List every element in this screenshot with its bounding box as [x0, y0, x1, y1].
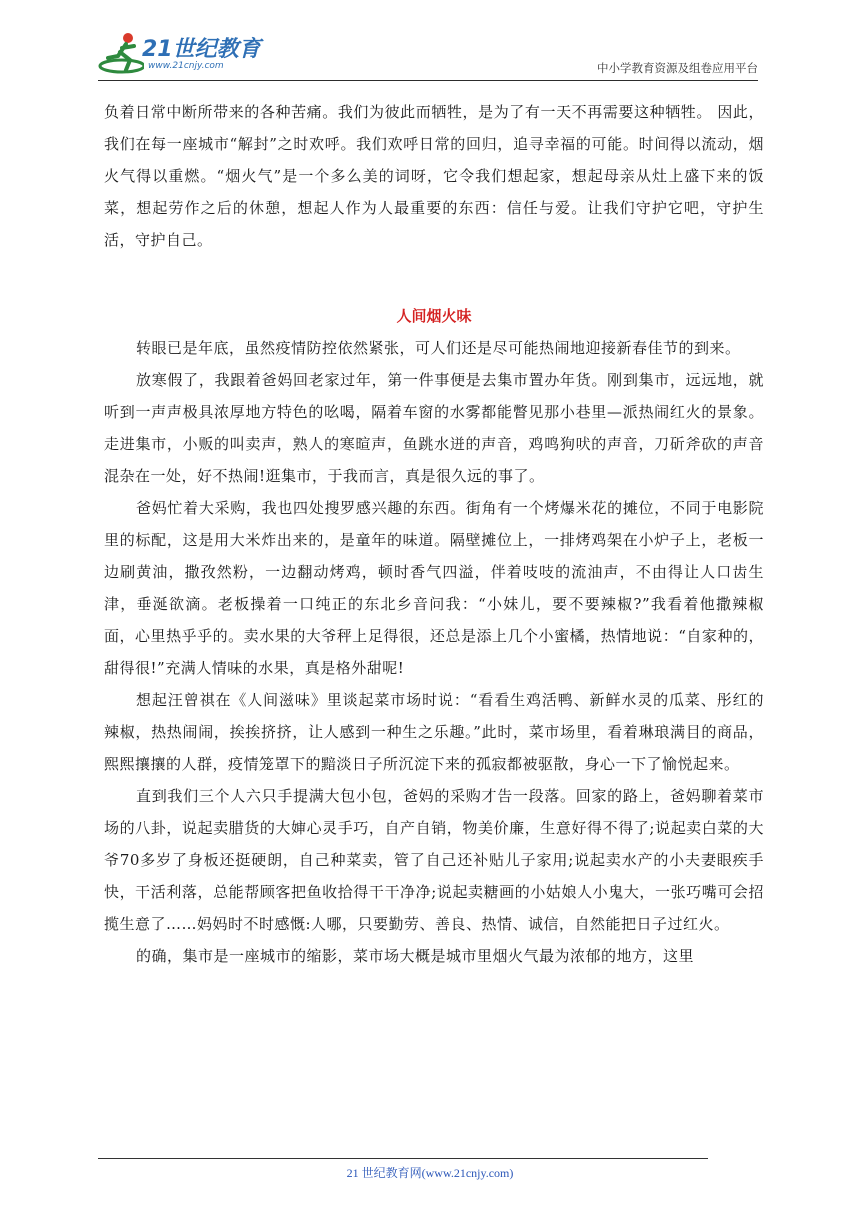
- paragraph: 爸妈忙着大采购，我也四处搜罗感兴趣的东西。街角有一个烤爆米花的摊位，不同于电影院里的标配，这是用大米炸出来的，是童年的味道。隔壁摊位上，一排烤鸡架在小炉子上，老板一边刷黄油，撒孜然粉，一边翻动烤鸡，顿时香气四溢，伴着吱吱的流油声，不由得让人口齿生津，垂涎欲滴。老板操着一口纯正的东北乡音问我：“小妹儿，要不要辣椒?”我看着他撒辣椒面，心里热乎乎的。卖水果的大爷秤上足得很，还总是添上几个小蜜橘，热情地说：“自家种的，甜得很!”充满人情味的水果，真是格外甜呢!: [104, 499, 764, 677]
- paragraph: 的确，集市是一座城市的缩影，菜市场大概是城市里烟火气最为浓郁的地方，这里: [136, 947, 695, 965]
- page-header: [98, 30, 758, 82]
- logo-url: www.21cnjy.com: [148, 61, 224, 71]
- paragraph-continuation: 负着日常中断所带来的各种苦痛。我们为彼此而牺牲，是为了有一天不再需要这种牺牲。 因此，我们在每一座城市“解封”之时欢呼。我们欢呼日常的回归，追寻幸福的可能。时间得以流动，烟火气得以重燃。“烟火气”是一个多么美的词呀，它令我们想起家，想起母亲从灶上盛下来的饭菜，想起劳作之后的休憩，想起人作为人最重要的东西：信任与爱。让我们守护它吧，守护生活，守护自己。: [104, 103, 764, 249]
- paragraph: 放寒假了，我跟着爸妈回老家过年，第一件事便是去集市置办年货。刚到集市，远远地，就听到一声声极具浓厚地方特色的吆喝，隔着车窗的水雾都能瞥见那小巷里—派热闹红火的景象。走进集市，小贩的叫卖声，熟人的寒暄声，鱼跳水迸的声音，鸡鸣狗吠的声音，刀斫斧砍的声音混杂在一处，好不热闹!逛集市，于我而言，真是很久远的事了。: [104, 371, 764, 485]
- site-logo: [98, 30, 268, 76]
- paragraph: 直到我们三个人六只手提满大包小包，爸妈的采购才告一段落。回家的路上，爸妈聊着菜市场的八卦，说起卖腊货的大婶心灵手巧，自产自销，物美价廉，生意好得不得了;说起卖白菜的大爷70多岁了身板还挺硬朗，自己种菜卖，管了自己还补贴儿子家用;说起卖水产的小夫妻眼疾手快，干活利落，总能帮顾客把鱼收拾得干干净净;说起卖糖画的小姑娘人小鬼大，一张巧嘴可会招揽生意了……妈妈时不时感慨:人哪，只要勤劳、善良、热情、诚信，自然能把日子过红火。: [104, 787, 764, 933]
- paragraph: 想起汪曾祺在《人间滋味》里谈起菜市场时说：“看看生鸡活鸭、新鲜水灵的瓜菜、彤红的辣椒，热热闹闹，挨挨挤挤，让人感到一种生之乐趣。”此时，菜市场里，看着琳琅满目的商品，熙熙攘攘的人群，疫情笼罩下的黯淡日子所沉淀下来的孤寂都被驱散，身心一下了愉悦起来。: [104, 691, 764, 773]
- logo-text: 21世纪教育: [142, 37, 261, 62]
- section-title: 人间烟火味: [396, 307, 472, 325]
- header-divider: [98, 80, 758, 81]
- footer-text: 21 世纪教育网(www.21cnjy.com): [346, 1166, 514, 1180]
- platform-name: 中小学教育资源及组卷应用平台: [597, 61, 758, 75]
- paragraph: 转眼已是年底，虽然疫情防控依然紧张，可人们还是尽可能热闹地迎接新春佳节的到来。: [136, 339, 741, 357]
- footer-divider: [98, 1158, 708, 1159]
- article-body: [104, 96, 764, 972]
- running-figure-icon: [98, 30, 144, 76]
